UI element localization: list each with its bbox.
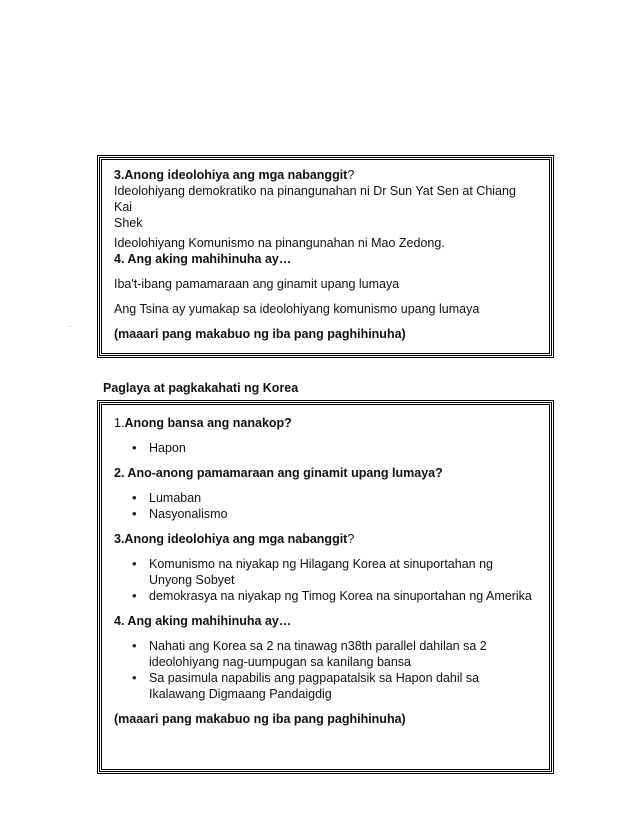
- question-3-text: 3.Anong ideolohiya ang mga nabanggit: [114, 532, 348, 546]
- answer-line: Shek: [114, 216, 143, 230]
- question-4: 4. Ang aking mahihinuha ay…: [114, 614, 292, 628]
- note-line: (maaari pang makabuo ng iba pang paghihinuha): [114, 712, 406, 726]
- question-3-text: 3.Anong ideolohiya ang mga nabanggit: [114, 168, 348, 182]
- list-item: • Nahati ang Korea sa 2 na tinawag n38th parallel dahilan sa 2 ideolohiyang nag-uumpugan sa kanilang bansa: [149, 638, 537, 670]
- question-1-text: Anong bansa ang nanakop?: [124, 416, 292, 430]
- side-mark: ..: [68, 322, 72, 329]
- question-3: [114, 531, 537, 547]
- question-number: 1.: [114, 416, 125, 430]
- answer-line: Ideolohiyang demokratiko na pinangunahan ni Dr Sun Yat Sen at Chiang Kai: [114, 184, 516, 214]
- korea-answer-box: [99, 402, 552, 772]
- question-3: [114, 167, 537, 183]
- answer-list: [114, 440, 537, 456]
- answer-list: [114, 556, 537, 604]
- question-mark: ?: [347, 168, 355, 182]
- question-2: 2. Ano-anong pamamaraan ang ginamit upang lumaya?: [114, 466, 443, 480]
- note-line: (maaari pang makabuo ng iba pang paghihinuha): [114, 327, 406, 341]
- list-item: • Hapon: [149, 440, 537, 456]
- inference-line: Ang Tsina ay yumakap sa ideolohiyang komunismo upang lumaya: [114, 302, 480, 316]
- answer-list: [114, 638, 537, 702]
- section-heading: Paglaya at pagkakahati ng Korea: [103, 381, 299, 395]
- list-item: • Nasyonalismo: [149, 506, 537, 522]
- question-4: 4. Ang aking mahihinuha ay…: [114, 252, 292, 266]
- answer-list: [114, 490, 537, 522]
- list-item: • Lumaban: [149, 490, 537, 506]
- list-item: • demokrasya na niyakap ng Timog Korea na sinuportahan ng Amerika: [149, 588, 537, 604]
- question-1: [114, 415, 537, 431]
- china-answer-box: [99, 157, 552, 356]
- answer-line: Ideolohiyang Komunismo na pinangunahan ni Mao Zedong.: [114, 236, 445, 250]
- inference-line: Iba't-ibang pamamaraan ang ginamit upang lumaya: [114, 277, 400, 291]
- list-item: • Sa pasimula napabilis ang pagpapatalsik sa Hapon dahil sa Ikalawang Digmaang Pandaigdig: [149, 670, 537, 702]
- question-mark: ?: [347, 532, 355, 546]
- list-item: • Komunismo na niyakap ng Hilagang Korea at sinuportahan ng Unyong Sobyet: [149, 556, 537, 588]
